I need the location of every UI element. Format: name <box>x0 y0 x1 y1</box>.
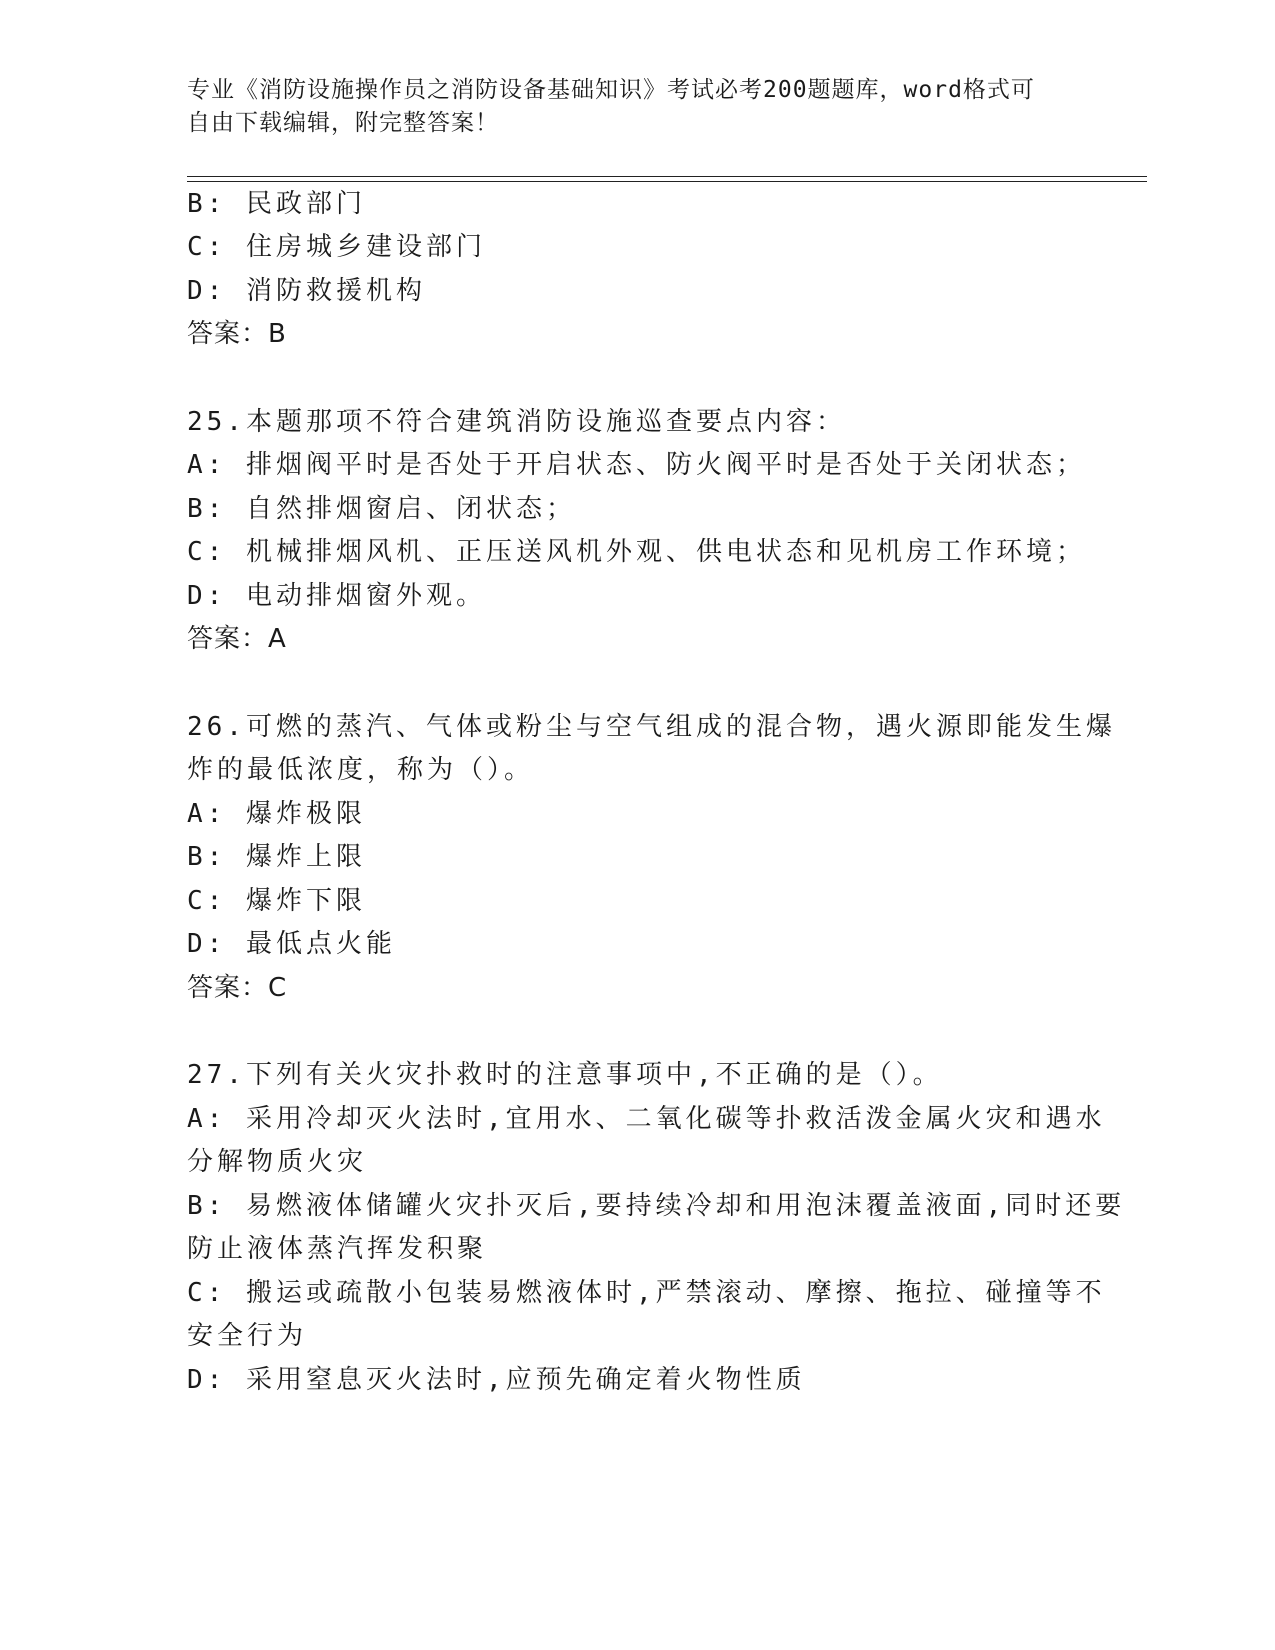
header-line-1: 专业《消防设施操作员之消防设备基础知识》考试必考200题题库，word格式可 <box>187 77 1035 103</box>
q27-option-b-line-1: B: 易燃液体储罐火灾扑灭后,要持续冷却和用泡沫覆盖液面,同时还要 <box>187 1191 1126 1221</box>
q25-answer: 答案：A <box>187 624 287 654</box>
q27-option-a-line-2: 分解物质火灾 <box>187 1147 368 1177</box>
q27-option-b-line-2: 防止液体蒸汽挥发积聚 <box>187 1234 488 1264</box>
q25-option-a: A: 排烟阀平时是否处于开启状态、防火阀平时是否处于关闭状态； <box>187 450 1086 480</box>
q26-option-d: D: 最低点火能 <box>187 929 396 959</box>
header-line-2: 自由下载编辑，附完整答案！ <box>187 110 499 136</box>
q26-question-line-2: 炸的最低浓度，称为（）。 <box>187 755 535 785</box>
header-rule-top <box>187 176 1147 177</box>
q26-answer: 答案：C <box>187 973 288 1003</box>
document-header <box>187 74 1067 140</box>
q26-question-line-1: 26.可燃的蒸汽、气体或粉尘与空气组成的混合物，遇火源即能发生爆 <box>187 712 1116 742</box>
q24-answer: 答案：B <box>187 319 287 349</box>
q27-option-a-line-1: A: 采用冷却灭火法时,宜用水、二氧化碳等扑救活泼金属火灾和遇水 <box>187 1104 1106 1134</box>
q27-option-c-line-2: 安全行为 <box>187 1321 308 1351</box>
q24-option-b: B: 民政部门 <box>187 189 366 219</box>
q27-question: 27.下列有关火灾扑救时的注意事项中,不正确的是（）。 <box>187 1060 943 1090</box>
q27-option-c-line-1: C: 搬运或疏散小包装易燃液体时,严禁滚动、摩擦、拖拉、碰撞等不 <box>187 1278 1106 1308</box>
header-rule-bottom <box>187 181 1147 182</box>
q24-option-c: C: 住房城乡建设部门 <box>187 232 486 262</box>
q25-option-b: B: 自然排烟窗启、闭状态； <box>187 494 576 524</box>
q24-option-d: D: 消防救援机构 <box>187 276 426 306</box>
q26-option-b: B: 爆炸上限 <box>187 842 366 872</box>
q25-option-d: D: 电动排烟窗外观。 <box>187 581 486 611</box>
q26-option-c: C: 爆炸下限 <box>187 886 366 916</box>
q27-option-d: D: 采用窒息灭火法时,应预先确定着火物性质 <box>187 1365 806 1395</box>
q25-question: 25.本题那项不符合建筑消防设施巡查要点内容： <box>187 407 846 437</box>
q26-option-a: A: 爆炸极限 <box>187 799 366 829</box>
q25-option-c: C: 机械排烟风机、正压送风机外观、供电状态和见机房工作环境； <box>187 537 1086 567</box>
